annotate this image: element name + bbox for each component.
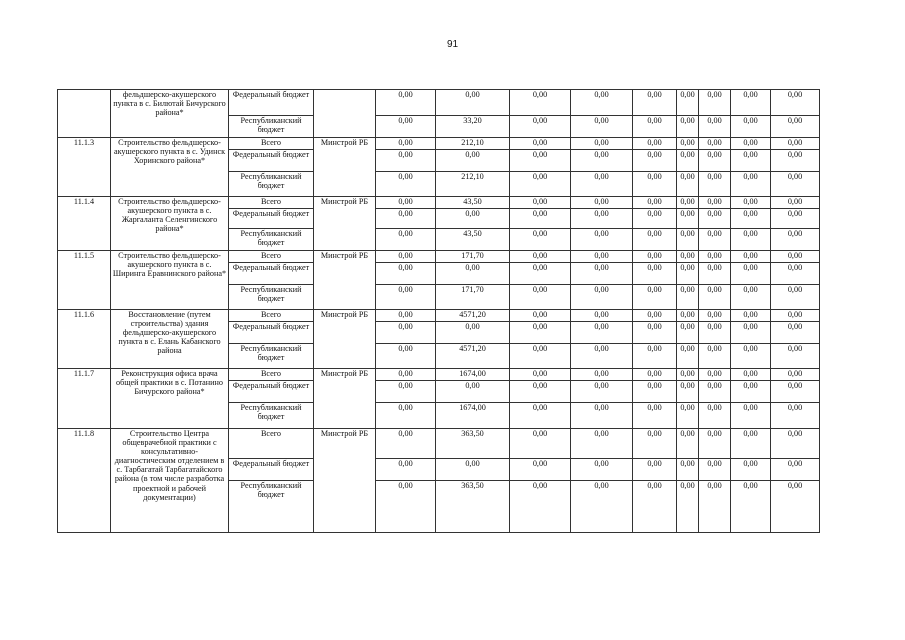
value-cell: 0,00: [510, 459, 571, 481]
value-cell: 0,00: [571, 251, 633, 263]
value-cell: 0,00: [436, 459, 510, 481]
value-cell: 0,00: [699, 197, 731, 209]
value-cell: 0,00: [699, 209, 731, 229]
value-cell: 0,00: [633, 459, 677, 481]
value-cell: 0,00: [633, 229, 677, 251]
responsible-executor: Минстрой РБ: [314, 138, 376, 197]
value-cell: 0,00: [633, 172, 677, 197]
funding-source: Всего: [229, 429, 314, 459]
funding-source: Всего: [229, 251, 314, 263]
table-row: [58, 90, 820, 116]
value-cell: 0,00: [571, 429, 633, 459]
funding-source: Федеральный бюджет: [229, 209, 314, 229]
value-cell: 0,00: [699, 138, 731, 150]
value-cell: 0,00: [699, 116, 731, 138]
value-cell: 0,00: [510, 344, 571, 369]
value-cell: 0,00: [771, 310, 820, 322]
value-cell: 0,00: [376, 138, 436, 150]
value-cell: 33,20: [436, 116, 510, 138]
item-code: 11.1.7: [58, 369, 111, 429]
value-cell: 0,00: [633, 209, 677, 229]
page-number: 91: [446, 39, 459, 50]
value-cell: 0,00: [633, 403, 677, 429]
value-cell: 0,00: [376, 481, 436, 533]
value-cell: 0,00: [571, 310, 633, 322]
value-cell: 0,00: [571, 481, 633, 533]
value-cell: 0,00: [731, 197, 771, 209]
value-cell: 0,00: [571, 197, 633, 209]
value-cell: 0,00: [771, 263, 820, 285]
value-cell: 0,00: [677, 285, 699, 310]
value-cell: 0,00: [699, 150, 731, 172]
value-cell: 0,00: [699, 251, 731, 263]
funding-source: Федеральный бюджет: [229, 90, 314, 116]
value-cell: 0,00: [510, 481, 571, 533]
value-cell: 0,00: [771, 197, 820, 209]
value-cell: 0,00: [677, 344, 699, 369]
value-cell: 0,00: [731, 344, 771, 369]
value-cell: 0,00: [571, 150, 633, 172]
value-cell: 0,00: [731, 322, 771, 344]
value-cell: 0,00: [677, 322, 699, 344]
value-cell: 0,00: [699, 369, 731, 381]
value-cell: 0,00: [771, 116, 820, 138]
value-cell: 0,00: [731, 481, 771, 533]
value-cell: 0,00: [571, 344, 633, 369]
value-cell: 1674,00: [436, 403, 510, 429]
funding-source: Республиканский бюджет: [229, 285, 314, 310]
funding-source: Федеральный бюджет: [229, 459, 314, 481]
value-cell: 171,70: [436, 251, 510, 263]
item-code: 11.1.4: [58, 197, 111, 251]
table-row: [58, 251, 820, 263]
funding-source: Федеральный бюджет: [229, 381, 314, 403]
value-cell: 0,00: [633, 138, 677, 150]
value-cell: 0,00: [771, 209, 820, 229]
value-cell: 0,00: [771, 251, 820, 263]
funding-source: Федеральный бюджет: [229, 263, 314, 285]
value-cell: 0,00: [677, 263, 699, 285]
value-cell: 0,00: [376, 251, 436, 263]
value-cell: 0,00: [731, 403, 771, 429]
value-cell: 0,00: [731, 381, 771, 403]
item-code: 11.1.5: [58, 251, 111, 310]
value-cell: 0,00: [571, 381, 633, 403]
value-cell: 0,00: [677, 429, 699, 459]
value-cell: 0,00: [699, 263, 731, 285]
value-cell: 0,00: [633, 429, 677, 459]
table-row: [58, 429, 820, 459]
value-cell: 0,00: [677, 369, 699, 381]
value-cell: 0,00: [376, 310, 436, 322]
value-cell: 0,00: [510, 209, 571, 229]
value-cell: 0,00: [731, 251, 771, 263]
value-cell: 0,00: [376, 150, 436, 172]
value-cell: 0,00: [376, 429, 436, 459]
responsible-executor: [314, 90, 376, 138]
value-cell: 0,00: [677, 481, 699, 533]
item-name: фельдшерско-акушерского пункта в с. Билютай Бичурского района*: [111, 90, 229, 138]
value-cell: 0,00: [731, 209, 771, 229]
value-cell: 0,00: [436, 263, 510, 285]
responsible-executor: Минстрой РБ: [314, 429, 376, 533]
value-cell: 0,00: [771, 369, 820, 381]
funding-source: Всего: [229, 369, 314, 381]
value-cell: 0,00: [571, 369, 633, 381]
value-cell: 0,00: [677, 150, 699, 172]
value-cell: 0,00: [771, 90, 820, 116]
value-cell: 0,00: [731, 90, 771, 116]
value-cell: 212,10: [436, 138, 510, 150]
funding-source: Всего: [229, 197, 314, 209]
value-cell: 0,00: [376, 285, 436, 310]
value-cell: 0,00: [677, 229, 699, 251]
value-cell: 0,00: [510, 116, 571, 138]
value-cell: 0,00: [376, 229, 436, 251]
value-cell: 0,00: [571, 116, 633, 138]
item-code: 11.1.6: [58, 310, 111, 369]
funding-source: Республиканский бюджет: [229, 116, 314, 138]
budget-table-body: [58, 90, 820, 533]
value-cell: 363,50: [436, 481, 510, 533]
value-cell: 0,00: [771, 229, 820, 251]
funding-source: Федеральный бюджет: [229, 150, 314, 172]
value-cell: 0,00: [731, 369, 771, 381]
value-cell: 0,00: [699, 344, 731, 369]
value-cell: 0,00: [699, 481, 731, 533]
value-cell: 0,00: [510, 429, 571, 459]
value-cell: 0,00: [376, 116, 436, 138]
value-cell: 0,00: [510, 251, 571, 263]
value-cell: 0,00: [376, 369, 436, 381]
value-cell: 43,50: [436, 197, 510, 209]
responsible-executor: Минстрой РБ: [314, 310, 376, 369]
value-cell: 0,00: [436, 90, 510, 116]
value-cell: 0,00: [510, 263, 571, 285]
value-cell: 0,00: [633, 369, 677, 381]
value-cell: 0,00: [731, 459, 771, 481]
value-cell: 0,00: [633, 344, 677, 369]
value-cell: 0,00: [633, 381, 677, 403]
value-cell: 0,00: [376, 197, 436, 209]
item-code: [58, 90, 111, 138]
value-cell: 0,00: [699, 322, 731, 344]
budget-table: [57, 89, 820, 533]
value-cell: 0,00: [699, 459, 731, 481]
value-cell: 0,00: [771, 403, 820, 429]
value-cell: 0,00: [510, 403, 571, 429]
value-cell: 0,00: [633, 285, 677, 310]
value-cell: 0,00: [510, 150, 571, 172]
value-cell: 0,00: [771, 344, 820, 369]
value-cell: 0,00: [633, 251, 677, 263]
funding-source: Всего: [229, 138, 314, 150]
funding-source: Федеральный бюджет: [229, 322, 314, 344]
value-cell: 0,00: [731, 150, 771, 172]
value-cell: 0,00: [376, 90, 436, 116]
value-cell: 0,00: [771, 381, 820, 403]
value-cell: 0,00: [571, 90, 633, 116]
value-cell: 0,00: [376, 344, 436, 369]
value-cell: 0,00: [699, 229, 731, 251]
value-cell: 4571,20: [436, 310, 510, 322]
value-cell: 0,00: [571, 229, 633, 251]
value-cell: 0,00: [677, 90, 699, 116]
value-cell: 0,00: [731, 138, 771, 150]
value-cell: 0,00: [633, 197, 677, 209]
value-cell: 0,00: [699, 310, 731, 322]
item-name: Строительство Центра общеврачебной практики с консультативно-диагностическим отделением в с. Тарбагатай Тарбагатайского района (в том числе разработка проектной и рабочей документации): [111, 429, 229, 533]
value-cell: 0,00: [376, 381, 436, 403]
funding-source: Республиканский бюджет: [229, 344, 314, 369]
value-cell: 0,00: [510, 285, 571, 310]
value-cell: 0,00: [677, 310, 699, 322]
value-cell: 0,00: [771, 459, 820, 481]
funding-source: Республиканский бюджет: [229, 403, 314, 429]
value-cell: 0,00: [771, 285, 820, 310]
value-cell: 0,00: [510, 90, 571, 116]
value-cell: 0,00: [699, 403, 731, 429]
value-cell: 0,00: [376, 209, 436, 229]
item-code: 11.1.8: [58, 429, 111, 533]
value-cell: 0,00: [771, 322, 820, 344]
value-cell: 0,00: [677, 138, 699, 150]
funding-source: Республиканский бюджет: [229, 481, 314, 533]
value-cell: 0,00: [677, 459, 699, 481]
value-cell: 0,00: [376, 322, 436, 344]
value-cell: 0,00: [699, 429, 731, 459]
value-cell: 0,00: [571, 322, 633, 344]
value-cell: 0,00: [677, 251, 699, 263]
responsible-executor: Минстрой РБ: [314, 369, 376, 429]
value-cell: 0,00: [376, 172, 436, 197]
value-cell: 0,00: [436, 209, 510, 229]
value-cell: 0,00: [510, 197, 571, 209]
value-cell: 0,00: [571, 209, 633, 229]
value-cell: 0,00: [633, 322, 677, 344]
value-cell: 0,00: [571, 403, 633, 429]
value-cell: 0,00: [771, 481, 820, 533]
item-name: Строительство фельдшерско-акушерского пункта в с. Удинск Хоринского района*: [111, 138, 229, 197]
value-cell: 0,00: [571, 172, 633, 197]
value-cell: 0,00: [699, 381, 731, 403]
value-cell: 0,00: [731, 429, 771, 459]
value-cell: 1674,00: [436, 369, 510, 381]
value-cell: 0,00: [699, 90, 731, 116]
value-cell: 0,00: [376, 263, 436, 285]
value-cell: 0,00: [677, 209, 699, 229]
value-cell: 0,00: [376, 403, 436, 429]
value-cell: 171,70: [436, 285, 510, 310]
value-cell: 0,00: [731, 172, 771, 197]
responsible-executor: Минстрой РБ: [314, 197, 376, 251]
value-cell: 0,00: [633, 150, 677, 172]
value-cell: 0,00: [510, 381, 571, 403]
value-cell: 0,00: [376, 459, 436, 481]
value-cell: 0,00: [731, 310, 771, 322]
value-cell: 0,00: [771, 138, 820, 150]
value-cell: 0,00: [510, 229, 571, 251]
funding-source: Республиканский бюджет: [229, 172, 314, 197]
value-cell: 0,00: [571, 263, 633, 285]
value-cell: 0,00: [436, 150, 510, 172]
value-cell: 0,00: [633, 263, 677, 285]
value-cell: 0,00: [571, 459, 633, 481]
value-cell: 0,00: [571, 138, 633, 150]
value-cell: 0,00: [677, 172, 699, 197]
value-cell: 4571,20: [436, 344, 510, 369]
table-row: [58, 197, 820, 209]
value-cell: 0,00: [731, 285, 771, 310]
value-cell: 0,00: [699, 172, 731, 197]
value-cell: 0,00: [677, 197, 699, 209]
value-cell: 0,00: [677, 381, 699, 403]
value-cell: 0,00: [633, 481, 677, 533]
value-cell: 0,00: [510, 310, 571, 322]
value-cell: 0,00: [436, 381, 510, 403]
value-cell: 0,00: [731, 116, 771, 138]
value-cell: 0,00: [771, 150, 820, 172]
value-cell: 212,10: [436, 172, 510, 197]
value-cell: 0,00: [633, 116, 677, 138]
item-name: Строительство фельдшерско-акушерского пункта в с. Жаргаланта Селенгинского района*: [111, 197, 229, 251]
value-cell: 0,00: [771, 429, 820, 459]
table-row: [58, 369, 820, 381]
value-cell: 0,00: [633, 310, 677, 322]
responsible-executor: Минстрой РБ: [314, 251, 376, 310]
value-cell: 0,00: [571, 285, 633, 310]
value-cell: 0,00: [436, 322, 510, 344]
table-row: [58, 138, 820, 150]
value-cell: 0,00: [731, 229, 771, 251]
value-cell: 0,00: [510, 369, 571, 381]
value-cell: 0,00: [633, 90, 677, 116]
value-cell: 0,00: [510, 322, 571, 344]
value-cell: 0,00: [699, 285, 731, 310]
item-name: Восстановление (путем строительства) здания фельдшерско-акушерского пункта в с. Елань Кабанского района: [111, 310, 229, 369]
funding-source: Всего: [229, 310, 314, 322]
item-name: Реконструкция офиса врача общей практики в с. Потанино Бичурского района*: [111, 369, 229, 429]
value-cell: 0,00: [510, 172, 571, 197]
value-cell: 363,50: [436, 429, 510, 459]
funding-source: Республиканский бюджет: [229, 229, 314, 251]
item-code: 11.1.3: [58, 138, 111, 197]
value-cell: 0,00: [771, 172, 820, 197]
table-row: [58, 310, 820, 322]
value-cell: 0,00: [677, 116, 699, 138]
value-cell: 43,50: [436, 229, 510, 251]
value-cell: 0,00: [731, 263, 771, 285]
item-name: Строительство фельдшерско-акушерского пункта в с. Ширинга Еравнинского района*: [111, 251, 229, 310]
value-cell: 0,00: [677, 403, 699, 429]
value-cell: 0,00: [510, 138, 571, 150]
